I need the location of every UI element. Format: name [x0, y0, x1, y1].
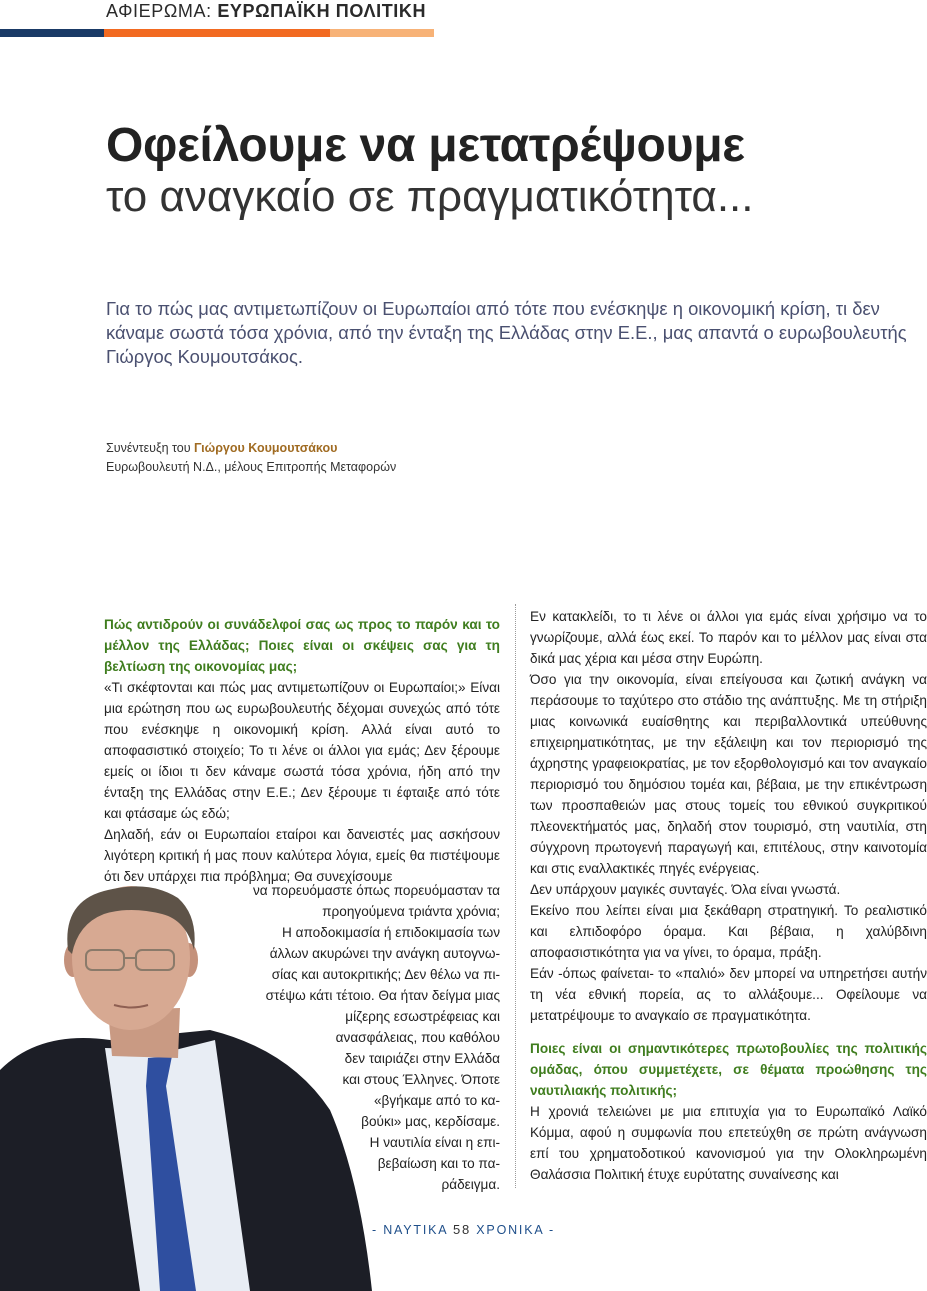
answer-paragraph: Δεν υπάρχουν μαγικές συνταγές. Όλα είναι γνωστά. [530, 882, 841, 897]
wrap-text-line: βεβαίωση και το πα- [377, 1156, 500, 1171]
folio-right: ΧΡΟΝΙΚΑ - [476, 1223, 556, 1237]
paragraph-gap [530, 1026, 927, 1038]
answer-paragraph: Η χρονιά τελειώνει με μια επιτυχία για το Ευρωπαϊκό Λαϊκό Κόμμα, αφού η συμφωνία που επετεύχθη σε πρώτη ανάγνωση επί του χρηματοδοτικού κανονισμού για την Ολοκληρωμένη Θαλάσσια Πολιτική έτυχε ευρύτατης συναίνεσης και [530, 1104, 927, 1182]
article-lead: Για το πώς μας αντιμετωπίζουν οι Ευρωπαίοι από τότε που ενέσκηψε η οικονομική κρίση, τι δεν κάναμε σωστά τόσα χρόνια, από την ένταξη της Ελλάδας στην Ε.Ε., μας απαντά ο ευρωβουλευτής Γιώργος Κουμουτσάκος. [106, 298, 907, 367]
section-prefix: ΑΦΙΕΡΩΜΑ: [106, 1, 212, 21]
wrap-text-line: και στους Έλληνες. Όποτε [342, 1072, 500, 1087]
answer-paragraph: Εάν -όπως φαίνεται- το «παλιό» δεν μπορεί να υπηρετήσει αυτήν τη νέα εθνική πορεία, ας το αλλάξουμε... Οφείλουμε να μετατρέψουμε το αναγκαίο σε πραγματικότητα. [530, 966, 927, 1023]
wrap-text-line: βούκι» μας, κερδίσαμε. [361, 1114, 500, 1129]
wrap-text-line: Η ναυτιλία είναι η επι- [369, 1135, 500, 1150]
wrap-text-line: να πορευόμαστε όπως πορευόμασταν τα [252, 883, 500, 898]
answer-paragraph: «Τι σκέφτονται και πώς μας αντιμετωπίζουν οι Ευρωπαίοι;» Είναι μια ερώτηση που ως ευρωβουλευτής δέχομαι συνεχώς από τότε που ενέσκηψε η οικονομική κρίση. Αλλά είναι αυτό το αποφασιστικό στοιχείο; Το τι λένε οι άλλοι για εμάς; Δεν ξέρουμε εμείς οι ίδιοι τι δεν κάναμε σωστά τόσα χρόνια, ήδη από την ένταξη της Ελλάδας στην Ε.Ε.; Δεν ξέρουμε τι έφταιξε από τότε και φτάσαμε ώς εδώ; [104, 680, 500, 821]
wrap-text-line: Η αποδοκιμασία ή επιδοκιμασία των [282, 925, 500, 940]
wrap-text-line: ανασφάλειας, που καθόλου [335, 1030, 500, 1045]
right-column [530, 606, 927, 1185]
wrap-text-line: μίζερης εσωστρέφειας και [345, 1009, 500, 1024]
byline-role: Ευρωβουλευτή Ν.Δ., μέλους Επιτροπής Μεταφορών [106, 460, 397, 474]
header-rule-orange [104, 29, 330, 37]
answer-paragraph: Εν κατακλείδι, το τι λένε οι άλλοι για εμάς είναι χρήσιμο να το γνωρίζουμε, αλλά έως εκεί. Το παρόν και το μέλλον μας είναι στα δικά μας χέρια και μέσα στην Ευρώπη. [530, 609, 927, 666]
header-rule-navy [0, 29, 104, 37]
header-rule-peach [330, 29, 434, 37]
article-title: Οφείλουμε να μετατρέψουμε [106, 119, 745, 172]
answer-paragraph: Εκείνο που λείπει είναι μια ξεκάθαρη στρατηγική. Το ρεαλιστικό και ελπιδοφόρο όραμα. Και βέβαια, η χαλύβδινη αποφασιστικότητα για να γίνει, το όραμα, πράξη. [530, 903, 927, 960]
wrap-text-line: σίας και αυτοκριτικής; Δεν θέλω να πι- [271, 967, 500, 982]
article-subtitle: το αναγκαίο σε πραγματικότητα... [106, 172, 754, 221]
interview-question-2: Ποιες είναι οι σημαντικότερες πρωτοβουλίες της πολιτικής ομάδας, όπου συμμετέχετε, σε θέματα προώθησης της ναυτιλιακής πολιτικής; [530, 1041, 927, 1098]
column-divider [515, 604, 516, 1188]
wrap-text-line: προηγούμενα τριάντα χρόνια; [322, 904, 500, 919]
wrap-text-line: ράδειγμα. [441, 1177, 500, 1192]
byline-prefix: Συνέντευξη του [106, 441, 191, 455]
wrap-text-line: «βγήκαμε από το κα- [373, 1093, 500, 1108]
wrap-text-line: δεν ταιριάζει στην Ελλάδα [344, 1051, 500, 1066]
answer-paragraph: Όσο για την οικονομία, είναι επείγουσα και ζωτική ανάγκη να περάσουμε το ταχύτερο στο στάδιο της ανάπτυξης. Με τη στήριξη μιας κοινωνικά ευαίσθητης και περιβαλλοντικά υπεύθυνης επιχειρηματικότητας, με την εξάλειψη και τον περιορισμό της άχρηστης γραφειοκρατίας, με τον εξορθολογισμό και τον αναγκαίο περιορισμό του δημόσιου τομέα και, βέβαια, με την επικέντρωση των προσπαθειών μας στους τομείς του εθνικού συγκριτικού πλεονεκτήματός μας, δηλαδή στον τουρισμό, στη ναυτιλία, στη σύγχρονη πρωτογενή παραγωγή και, επιτέλους, στην καινοτομία και στις εναλλακτικές πηγές ενέργειας. [530, 672, 927, 876]
left-column [104, 614, 500, 887]
wrap-text-line: άλλων ακυρώνει την ανάγκη αυτογνω- [269, 946, 500, 961]
interview-question-1: Πώς αντιδρούν οι συνάδελφοί σας ως προς το παρόν και το μέλλον της Ελλάδας; Ποιες είναι οι σκέψεις σας για τη βελτίωση της οικονομίας μας; [104, 617, 500, 674]
folio-left: - ΝΑΥΤΙΚΑ [371, 1223, 448, 1237]
byline-author: Γιώργου Κουμουτσάκου [194, 441, 338, 455]
page-folio [0, 1222, 927, 1237]
byline-author-line [106, 439, 396, 458]
answer-paragraph: Δηλαδή, εάν οι Ευρωπαίοι εταίροι και δανειστές μας ασκήσουν λιγότερη κριτική ή μας πουν καλύτερα λόγια, εμείς θα πιστέψουμε ότι δεν υπάρχει πια πρόβλημα; Θα συνεχίσουμε [104, 827, 500, 884]
section-topic: ΕΥΡΩΠΑΪΚΗ ΠΟΛΙΤΙΚΗ [217, 1, 427, 21]
section-label [106, 1, 426, 22]
wrap-text-line: στέψω κάτι τέτοιο. Θα ήταν δείγμα μιας [265, 988, 500, 1003]
byline [106, 439, 396, 477]
page-number: 58 [452, 1222, 472, 1237]
